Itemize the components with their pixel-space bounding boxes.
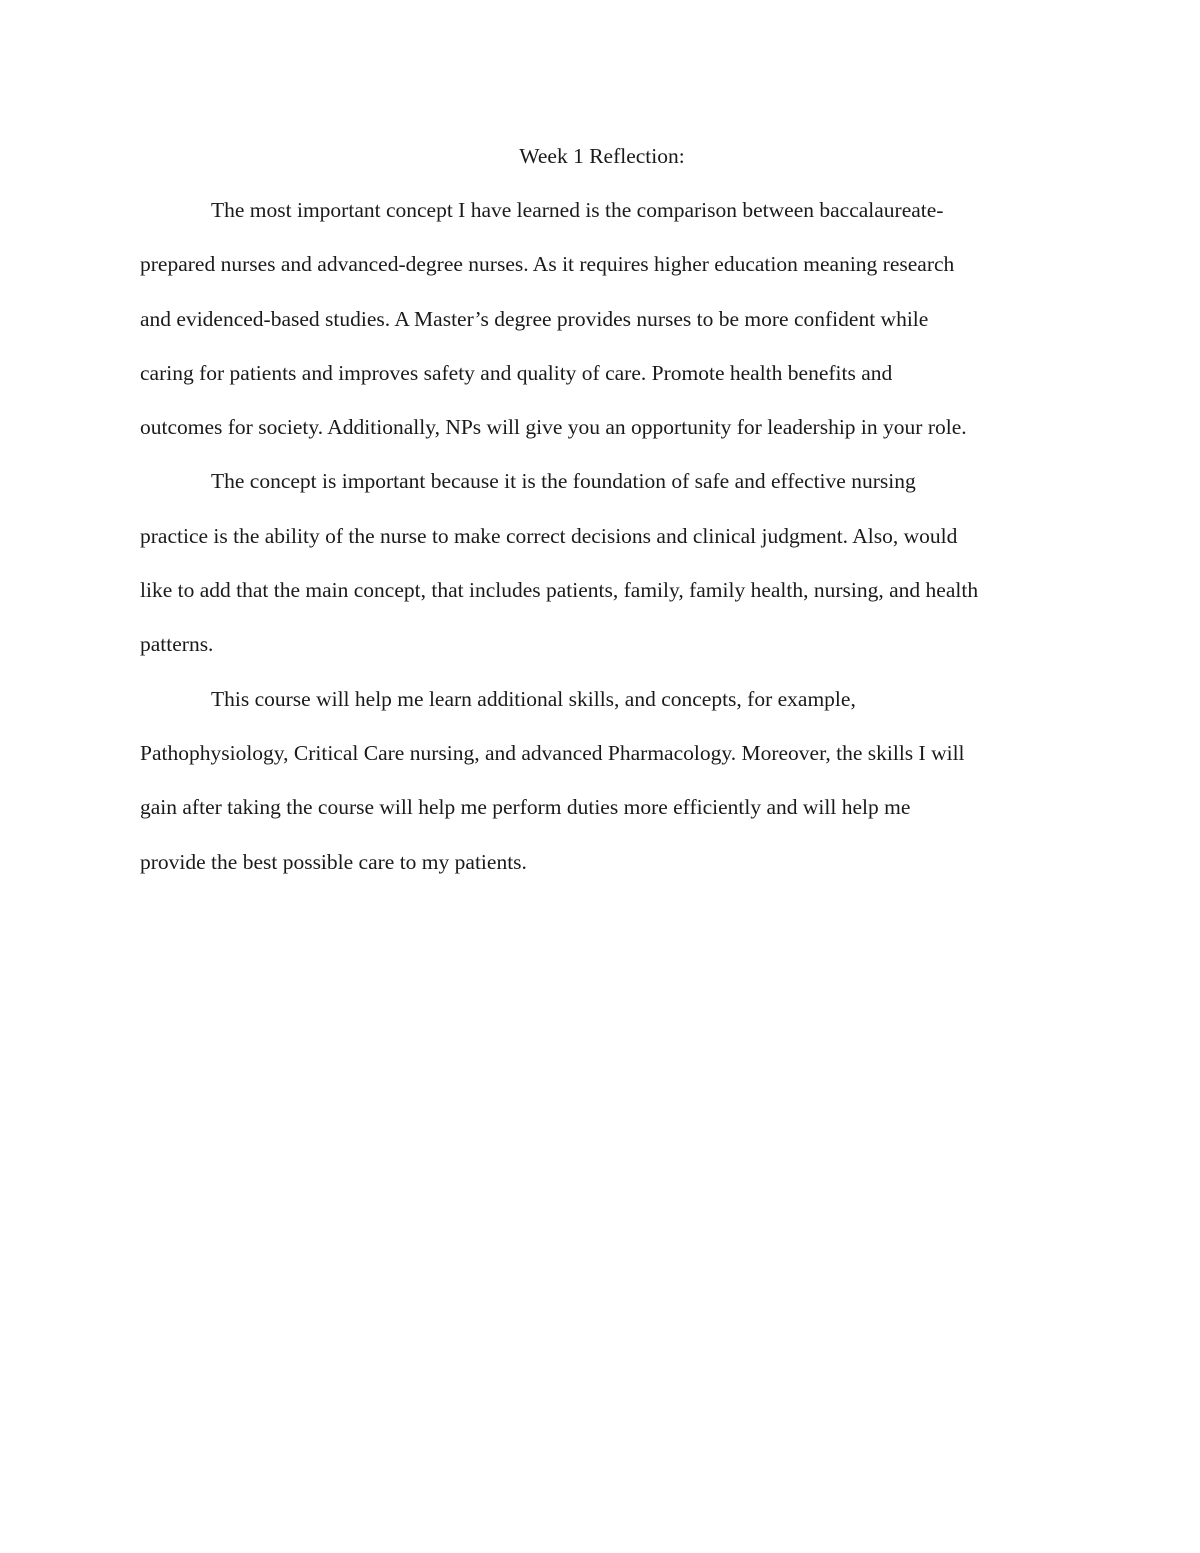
document-body: [140, 129, 1064, 889]
paragraph-2: [140, 454, 1064, 671]
text-line: caring for patients and improves safety and quality of care. Promote health benefits and: [140, 360, 893, 385]
text-line: The most important concept I have learned is the comparison between baccalaureate-: [211, 198, 944, 222]
text-line: outcomes for society. Additionally, NPs will give you an opportunity for leadership in your role.: [140, 415, 967, 440]
text-line: The concept is important because it is the foundation of safe and effective nursing: [211, 469, 916, 494]
paragraph-1: [140, 183, 1064, 454]
text-line: and evidenced-based studies. A Master’s degree provides nurses to be more confident while: [140, 306, 929, 331]
text-line: prepared nurses and advanced-degree nurses. As it requires higher education meaning research: [140, 252, 955, 277]
document-title: Week 1 Reflection:: [519, 144, 685, 168]
text-line: like to add that the main concept, that includes patients, family, family health, nursing, and health: [140, 578, 979, 603]
text-line: Pathophysiology, Critical Care nursing, and advanced Pharmacology. Moreover, the skills I will: [140, 740, 965, 765]
text-line: gain after taking the course will help me perform duties more efficiently and will help me: [140, 795, 911, 820]
text-line: provide the best possible care to my patients.: [140, 849, 527, 874]
paragraph-3: [140, 672, 1064, 889]
text-line: patterns.: [140, 632, 214, 657]
text-line: This course will help me learn additional skills, and concepts, for example,: [211, 686, 856, 711]
text-line: practice is the ability of the nurse to make correct decisions and clinical judgment. Also, would: [140, 523, 958, 548]
